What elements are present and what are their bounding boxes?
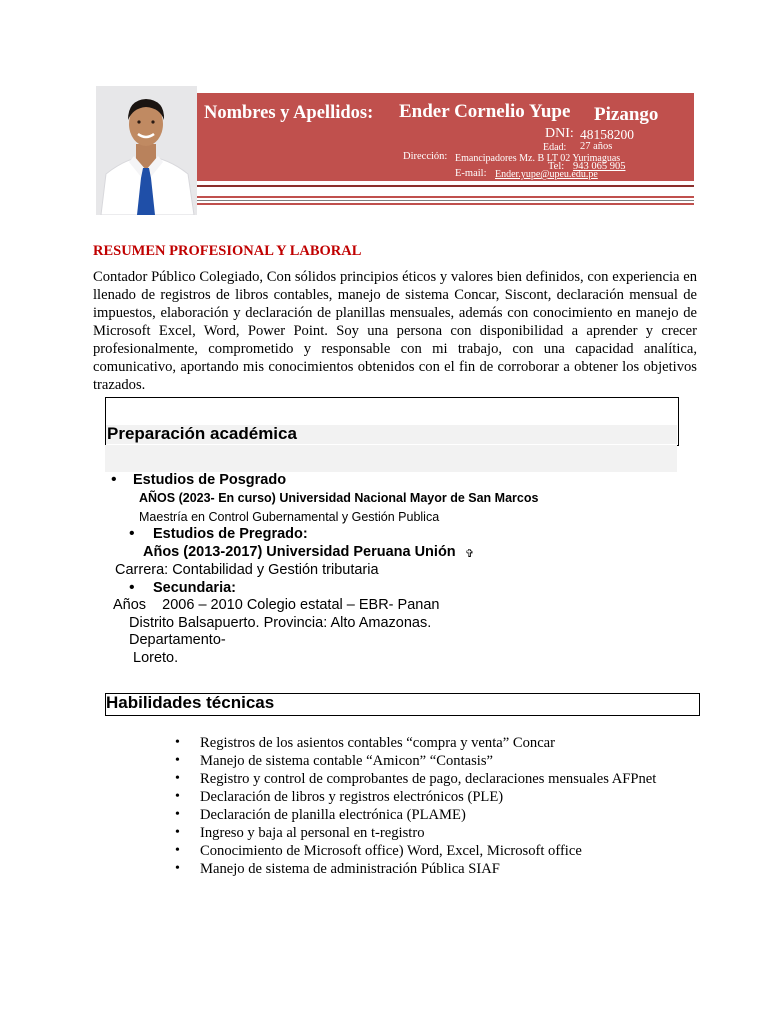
address-value: Emancipadores Mz. B LT 02 Yurimaguas: [455, 153, 621, 164]
pregrado-title: Estudios de Pregrado:: [153, 526, 308, 542]
age-label: Edad:: [543, 142, 567, 153]
list-item: • Declaración de planilla electrónica (PLAME): [175, 806, 656, 824]
list-item: • Ingreso y baja al personal en t-registro: [175, 824, 656, 842]
bullet-icon: •: [111, 471, 117, 488]
age-value: 27 años: [580, 141, 613, 152]
pregrado-line: Carrera: Contabilidad y Gestión tributaria: [115, 562, 379, 578]
dni-label: DNI:: [545, 126, 574, 141]
summary-heading: RESUMEN PROFESIONAL Y LABORAL: [93, 243, 362, 259]
name-label: Nombres y Apellidos:: [204, 103, 374, 123]
list-item: • Manejo de sistema de administración Pública SIAF: [175, 860, 656, 878]
skills-heading: Habilidades técnicas: [106, 693, 275, 712]
secundaria-line: Departamento-: [129, 632, 226, 648]
secundaria-line: Loreto.: [133, 650, 179, 666]
list-item: • Registros de los asientos contables “compra y venta” Concar: [175, 734, 656, 752]
academic-shade-band: [105, 445, 677, 472]
banner-stripe: [197, 200, 694, 201]
summary-text: Contador Público Colegiado, Con sólidos principios éticos y valores bien definidos, con experiencia en llenado de registros de libros contables, manejo de sistema Concar, Siscont, declaración mensual de impuestos, elaboración y declaración de planillas mensuales, además con conocimiento en manejo de Microsoft Excel, Word, Power Point. Soy una persona con disponibilidad a aprender y crecer profesionalmente, comprometido y responsable con mi trabajo, con una capacidad analítica, comunicativo, aportando mis conocimientos obtenidos con el fin de corroborar a obtener los objetivos trazados.: [93, 269, 697, 393]
phone-label: Tel:: [548, 161, 565, 172]
list-item: • Manejo de sistema contable “Amicon” “Contasis”: [175, 752, 656, 770]
dni-value: 48158200: [580, 127, 634, 142]
banner-stripe: [197, 196, 694, 198]
secundaria-line: Años 2006 – 2010 Colegio estatal – EBR- Panan: [113, 597, 440, 613]
email-label: E-mail:: [455, 168, 487, 179]
cross-symbol-icon: ✞: [465, 548, 475, 560]
posgrado-title: Estudios de Posgrado: [133, 472, 287, 488]
phone-value: 943 065 905: [573, 161, 626, 172]
banner-stripe: [197, 203, 694, 205]
person-portrait-icon: [96, 86, 197, 215]
pregrado-line: Años (2013-2017) Universidad Peruana Unión: [143, 544, 456, 560]
list-item: • Declaración de libros y registros electrónicos (PLE): [175, 788, 656, 806]
bullet-icon: •: [129, 579, 135, 596]
bullet-icon: •: [129, 525, 135, 542]
address-label: Dirección:: [403, 151, 448, 162]
posgrado-line: Maestría en Control Gubernamental y Gestión Publica: [139, 510, 440, 524]
email-link[interactable]: Ender.yupe@upeu.edu.pe: [495, 169, 598, 180]
profile-photo: [96, 86, 197, 215]
secundaria-line: Distrito Balsapuerto. Provincia: Alto Amazonas.: [129, 615, 432, 631]
secundaria-title: Secundaria:: [153, 580, 236, 596]
banner-stripe: [197, 185, 694, 187]
list-item: • Registro y control de comprobantes de pago, declaraciones mensuales AFPnet: [175, 770, 656, 788]
posgrado-line: AÑOS (2023- En curso) Universidad Nacional Mayor de San Marcos: [139, 491, 539, 505]
skills-list: [175, 734, 656, 878]
name-value: Ender Cornelio Yupe: [399, 101, 571, 122]
academic-heading: Preparación académica: [107, 424, 297, 443]
list-item: • Conocimiento de Microsoft office) Word, Excel, Microsoft office: [175, 842, 656, 860]
name-value-surname: Pizango: [594, 104, 659, 125]
